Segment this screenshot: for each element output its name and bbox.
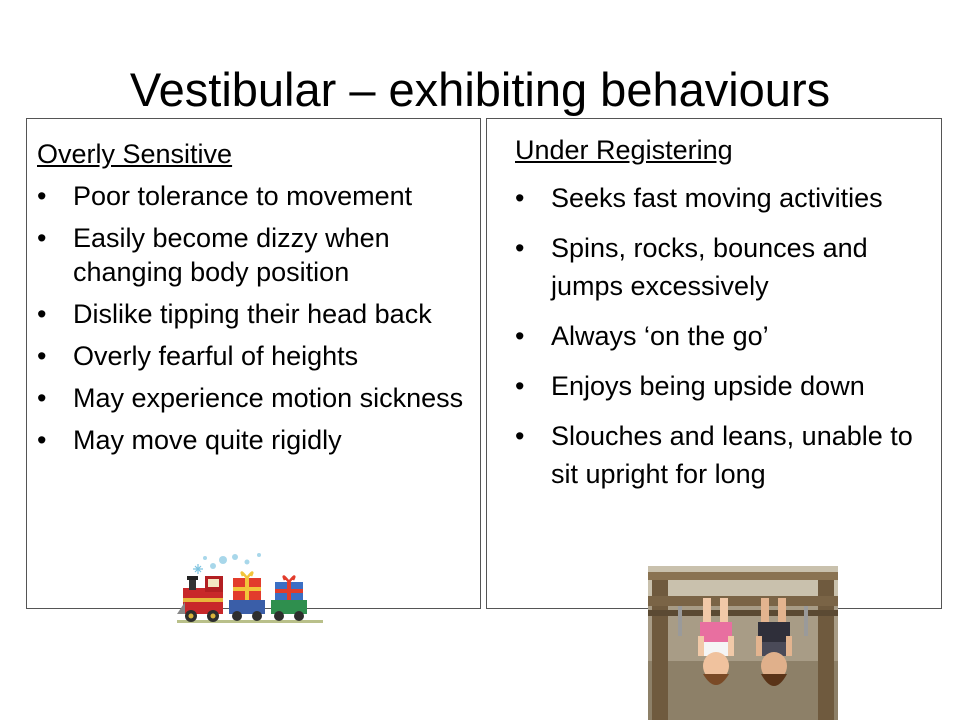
list-item: • Seeks fast moving activities	[515, 183, 883, 213]
list-item: • Overly fearful of heights	[37, 341, 359, 371]
list-item: • Always ‘on the go’	[515, 321, 769, 351]
list-item: • May move quite rigidly	[37, 425, 342, 455]
overly-sensitive-list	[37, 179, 487, 465]
list-item: • Spins, rocks, bounces and jumps excessively	[515, 233, 868, 301]
overly-sensitive-panel	[26, 118, 481, 609]
toy-train-clipart	[175, 548, 325, 628]
children-hanging-upside-down-photo	[648, 566, 838, 720]
list-item: • Easily become dizzy when changing body position	[37, 223, 390, 287]
slide-title: Vestibular – exhibiting behaviours	[129, 63, 831, 116]
under-registering-panel	[486, 118, 942, 609]
list-item: • Dislike tipping their head back	[37, 299, 432, 329]
list-item: • Enjoys being upside down	[515, 371, 865, 401]
list-item: • Slouches and leans, unable to sit upright for long	[515, 421, 913, 489]
under-registering-list	[515, 179, 915, 505]
list-item: • Poor tolerance to movement	[37, 181, 413, 211]
overly-sensitive-heading: Overly Sensitive	[37, 139, 233, 169]
under-registering-heading: Under Registering	[515, 135, 733, 165]
list-item: • May experience motion sickness	[37, 383, 464, 413]
